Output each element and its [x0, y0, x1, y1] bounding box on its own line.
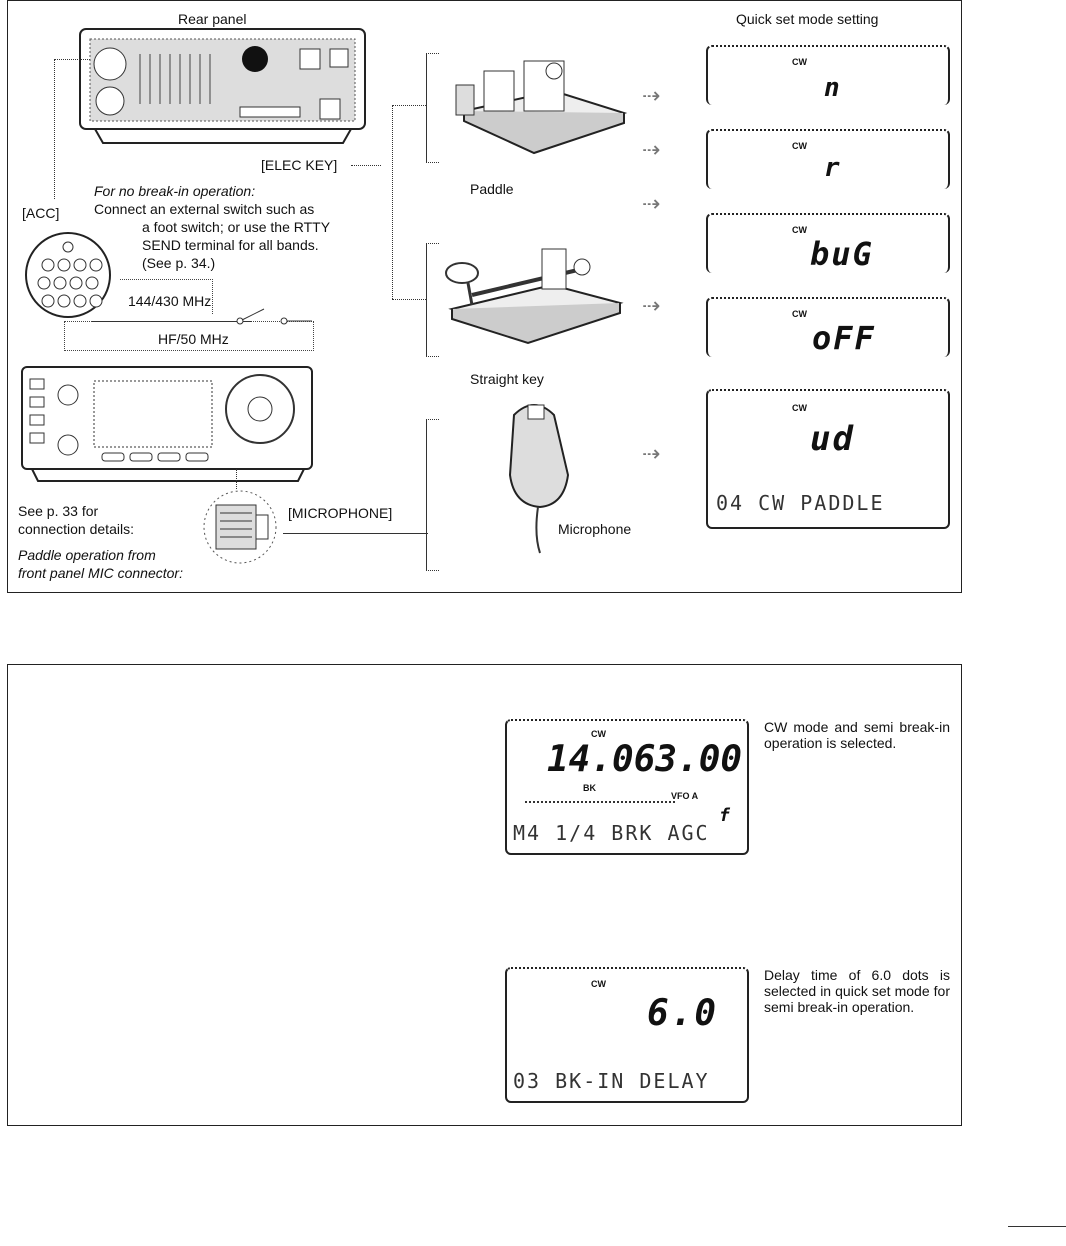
desc-cw-mode: CW mode and semi break-in operation is selected. — [764, 719, 950, 751]
lcd-value-n: n — [824, 73, 842, 103]
arrow-4: ⇢ — [642, 293, 659, 318]
mic-connector-line — [283, 533, 428, 534]
lcd-frequency — [505, 719, 749, 855]
paddle-label: Paddle — [470, 181, 514, 197]
lcd-cw-indicator: CW — [792, 403, 807, 413]
paddle-bracket — [426, 53, 439, 163]
lcd-paddle-n — [706, 45, 950, 105]
freq-hf-label: HF/50 MHz — [158, 331, 229, 347]
page-corner-rule — [1008, 1226, 1066, 1227]
straight-key-label: Straight key — [470, 371, 544, 387]
freq-144-box — [120, 279, 213, 314]
lcd-value-off: oFF — [812, 319, 876, 357]
lcd-cw-indicator: CW — [792, 57, 807, 67]
quick-set-label: Quick set mode setting — [736, 11, 879, 27]
acc-leader-top — [54, 59, 90, 60]
arrow-1: ⇢ — [642, 83, 659, 108]
microphone-label: Microphone — [558, 521, 632, 537]
mic-connector-label: [MICROPHONE] — [288, 505, 393, 521]
paddle-op-line-2: front panel MIC connector: — [18, 565, 183, 581]
lcd-delay — [505, 967, 749, 1103]
lcd-cw-indicator: CW — [792, 225, 807, 235]
freq-144-label: 144/430 MHz — [128, 293, 212, 309]
rear-panel-drawing — [80, 29, 370, 149]
mic-connector-drawing — [200, 487, 290, 567]
elec-key-leader — [351, 165, 381, 166]
lcd-off — [706, 297, 950, 357]
lcd-bug — [706, 213, 950, 273]
see-p33-line-1: See p. 33 for — [18, 503, 99, 519]
acc-label: [ACC] — [22, 205, 60, 221]
foot-switch-icon — [236, 307, 316, 327]
lcd-paddle-r — [706, 129, 950, 189]
lcd-delay-bottom: 03 BK-IN DELAY — [513, 1069, 710, 1093]
elec-key-vertical — [392, 105, 393, 299]
arrow-2: ⇢ — [642, 137, 659, 162]
paddle-op-line-1: Paddle operation from — [18, 547, 156, 563]
lcd-bk-indicator: BK — [583, 783, 596, 793]
lcd-frequency-bottom: M4 1/4 BRK AGC — [513, 821, 710, 845]
desc-delay-time: Delay time of 6.0 dots is selected in quick set mode for semi break-in operation. — [764, 967, 950, 1015]
see-p33-line-2: connection details: — [18, 521, 134, 537]
elec-key-h2 — [392, 299, 426, 300]
lcd-value-ud: ud — [810, 419, 855, 459]
paddle-drawing — [444, 51, 634, 161]
front-panel-drawing — [22, 367, 322, 487]
arrow-3: ⇢ — [642, 191, 659, 216]
lcd-bottom-text: 04 CW PADDLE — [716, 491, 885, 515]
mic-leader-vertical — [236, 469, 237, 489]
no-breakin-title: For no break-in operation: — [94, 183, 256, 199]
lcd-delay-value: 6.0 — [647, 993, 719, 1034]
elec-key-h1 — [392, 105, 426, 106]
switch-line — [92, 321, 252, 322]
straight-key-drawing — [432, 229, 632, 349]
lcd-frequency-value: 14.063.00 — [547, 739, 743, 780]
no-breakin-line-2: a foot switch; or use the RTTY — [142, 219, 331, 235]
lcd-cw-indicator: CW — [591, 979, 606, 989]
lcd-f-mark: f — [719, 805, 732, 826]
lcd-meter-scale — [525, 801, 675, 803]
lcd-value-r: r — [824, 153, 842, 183]
lcd-ud — [706, 389, 950, 529]
acc-leader — [54, 59, 56, 199]
lcd-vfo-indicator: VFO A — [671, 791, 699, 801]
no-breakin-line-4: (See p. 34.) — [142, 255, 216, 271]
lcd-cw-indicator: CW — [792, 141, 807, 151]
acc-connector-drawing — [20, 227, 120, 327]
connection-diagram-panel — [7, 0, 962, 593]
elec-key-label: [ELEC KEY] — [261, 157, 338, 173]
no-breakin-line-1: Connect an external switch such as — [94, 201, 315, 217]
lcd-cw-indicator: CW — [591, 729, 606, 739]
lcd-value-bug: buG — [810, 235, 874, 273]
microphone-bracket — [426, 419, 439, 571]
arrow-5: ⇢ — [642, 441, 659, 466]
no-breakin-line-3: SEND terminal for all bands. — [142, 237, 319, 253]
lcd-cw-indicator: CW — [792, 309, 807, 319]
rear-panel-label: Rear panel — [178, 11, 247, 27]
breakin-panel — [7, 664, 962, 1126]
